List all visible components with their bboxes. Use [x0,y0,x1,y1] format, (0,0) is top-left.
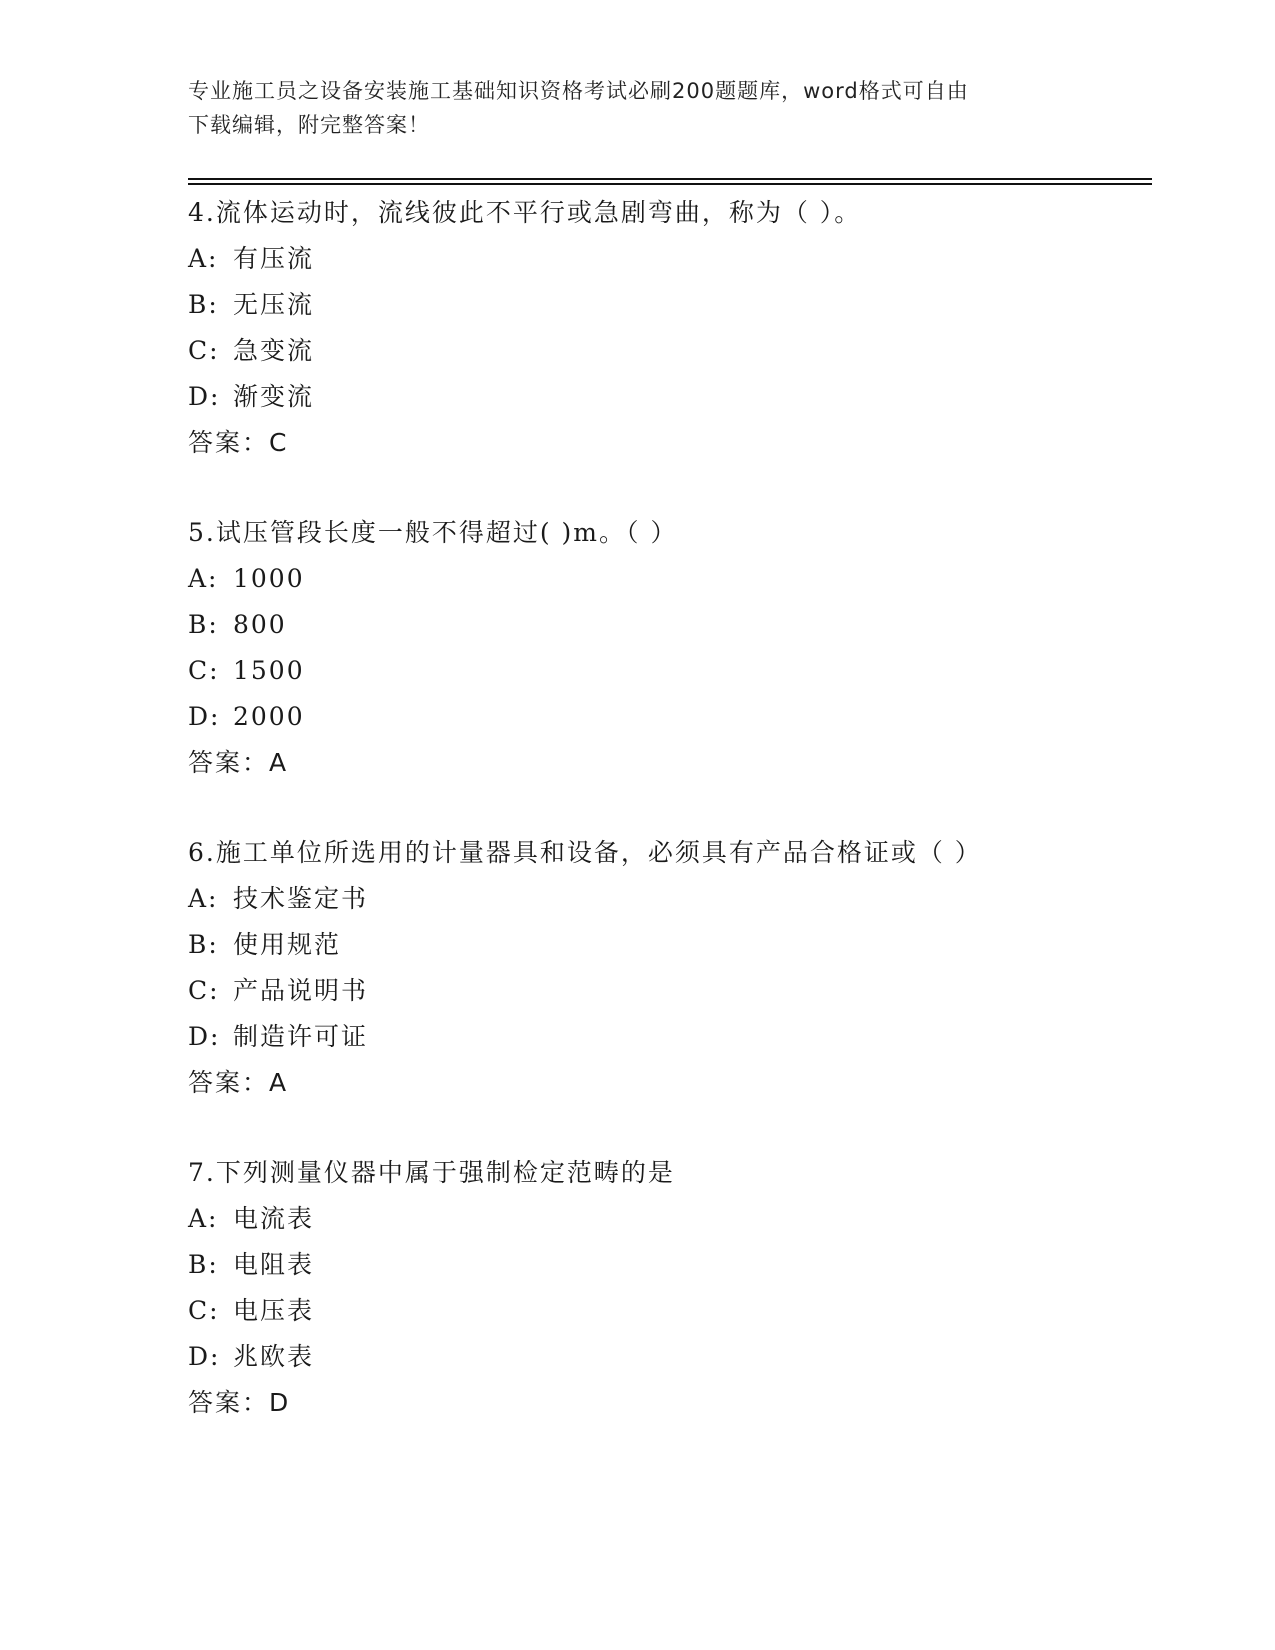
option-a [188,1196,1152,1242]
option-text: 800 [233,610,287,639]
option-text: 制造许可证 [233,1022,369,1051]
option-letter: B: [188,610,219,639]
option-text: 电阻表 [233,1250,315,1279]
option-c [188,1288,1152,1334]
option-text: 技术鉴定书 [233,884,369,913]
option-text: 兆欧表 [233,1342,315,1371]
answer-line: 答案：C [188,428,289,457]
header-divider-top [188,178,1152,180]
option-text: 电压表 [233,1296,315,1325]
option-letter: C: [188,976,220,1005]
option-b [188,282,1152,328]
option-b [188,602,1152,648]
option-b [188,1242,1152,1288]
option-a [188,556,1152,602]
option-d [188,694,1152,740]
option-letter: A: [188,884,219,913]
question-text: 4.流体运动时，流线彼此不平行或急剧弯曲，称为（ ）。 [188,198,862,227]
option-a [188,236,1152,282]
option-c [188,328,1152,374]
option-text: 电流表 [233,1204,315,1233]
option-letter: A: [188,564,219,593]
option-a [188,876,1152,922]
option-letter: D: [188,1022,221,1051]
option-text: 有压流 [233,244,315,273]
question-item [188,190,1152,466]
answer-line: 答案：A [188,748,289,777]
option-text: 使用规范 [233,930,342,959]
option-c [188,648,1152,694]
option-text: 急变流 [233,336,315,365]
question-text: 7.下列测量仪器中属于强制检定范畴的是 [188,1158,675,1187]
option-letter: D: [188,1342,221,1371]
option-letter: B: [188,290,219,319]
option-d [188,1014,1152,1060]
question-item [188,1150,1152,1426]
header-line-2: 下载编辑，附完整答案！ [188,113,430,137]
option-letter: C: [188,336,220,365]
option-letter: C: [188,1296,220,1325]
document-header [188,74,1068,142]
question-text: 5.试压管段长度一般不得超过( )m。（ ） [188,518,678,547]
question-text: 6.施工单位所选用的计量器具和设备，必须具有产品合格证或（ ） [188,838,982,867]
option-letter: C: [188,656,220,685]
option-d [188,1334,1152,1380]
option-letter: A: [188,1204,219,1233]
option-text: 1500 [233,656,305,685]
option-b [188,922,1152,968]
question-list [188,190,1152,1470]
option-letter: A: [188,244,219,273]
option-letter: B: [188,1250,219,1279]
option-text: 产品说明书 [233,976,369,1005]
option-d [188,374,1152,420]
option-letter: D: [188,702,221,731]
header-line-1: 专业施工员之设备安装施工基础知识资格考试必刷200题题库，word格式可自由 [188,79,969,103]
question-item [188,510,1152,786]
option-text: 无压流 [233,290,315,319]
question-item [188,830,1152,1106]
option-c [188,968,1152,1014]
option-text: 1000 [233,564,305,593]
option-text: 2000 [233,702,305,731]
answer-line: 答案：A [188,1068,289,1097]
answer-line: 答案：D [188,1388,291,1417]
option-letter: D: [188,382,221,411]
header-divider-bottom [188,183,1152,185]
option-text: 渐变流 [233,382,315,411]
option-letter: B: [188,930,219,959]
